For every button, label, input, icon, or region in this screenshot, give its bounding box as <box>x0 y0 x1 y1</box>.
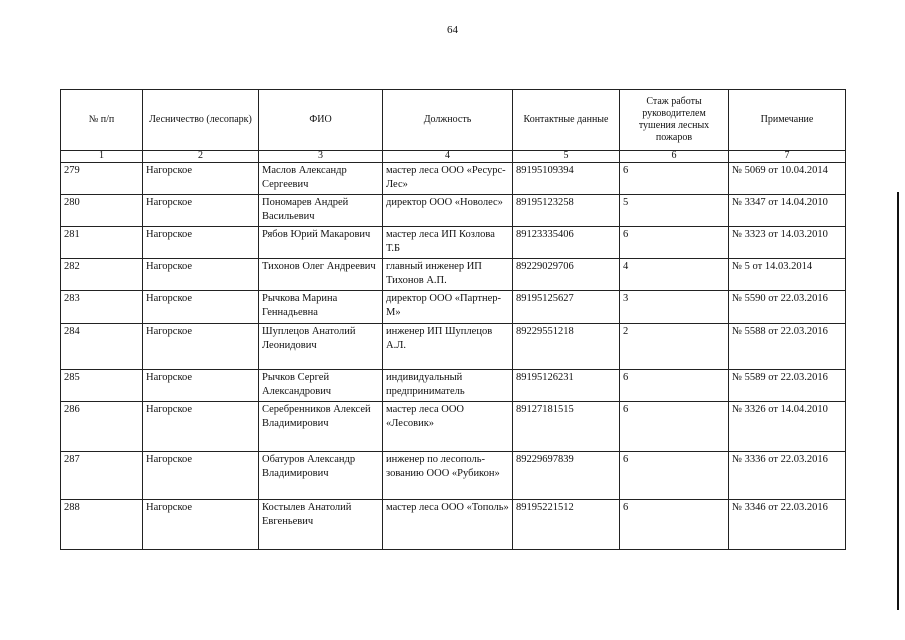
table-row <box>61 195 846 227</box>
row-number-cell: 280 <box>61 195 143 227</box>
column-header-contact: Контактные данные <box>513 90 620 151</box>
note-cell: № 3336 от 22.03.2016 <box>729 452 846 500</box>
row-number-cell: 283 <box>61 291 143 324</box>
position-cell: мастер леса ООО «Тополь» <box>383 500 513 550</box>
column-index: 7 <box>729 151 846 163</box>
experience-cell: 5 <box>620 195 729 227</box>
name-cell: Костылев Анатолий Евгеньевич <box>259 500 383 550</box>
row-number-cell: 287 <box>61 452 143 500</box>
position-cell: директор ООО «Новолес» <box>383 195 513 227</box>
contact-cell: 89229029706 <box>513 259 620 291</box>
forestry-cell: Нагорское <box>143 500 259 550</box>
contact-cell: 89229551218 <box>513 324 620 370</box>
name-cell: Рычков Сергей Александрович <box>259 370 383 402</box>
position-cell: индивидуальный предприниматель <box>383 370 513 402</box>
forestry-cell: Нагорское <box>143 402 259 452</box>
position-cell: инженер ИП Шуплецов А.Л. <box>383 324 513 370</box>
experience-cell: 6 <box>620 370 729 402</box>
note-cell: № 3326 от 14.04.2010 <box>729 402 846 452</box>
note-cell: № 5069 от 10.04.2014 <box>729 163 846 195</box>
column-header-forestry: Лесничество (лесопарк) <box>143 90 259 151</box>
experience-cell: 3 <box>620 291 729 324</box>
position-cell: главный инженер ИП Тихонов А.П. <box>383 259 513 291</box>
note-cell: № 5588 от 22.03.2016 <box>729 324 846 370</box>
row-number-cell: 285 <box>61 370 143 402</box>
table-row <box>61 324 846 370</box>
table-row <box>61 163 846 195</box>
page-number: 64 <box>447 24 458 36</box>
experience-cell: 6 <box>620 402 729 452</box>
row-number-cell: 282 <box>61 259 143 291</box>
note-cell: № 5590 от 22.03.2016 <box>729 291 846 324</box>
note-cell: № 3323 от 14.03.2010 <box>729 227 846 259</box>
scan-edge-line <box>897 192 899 610</box>
table-row <box>61 452 846 500</box>
name-cell: Маслов Александр Сергеевич <box>259 163 383 195</box>
forestry-cell: Нагорское <box>143 227 259 259</box>
position-cell: инженер по лесополь-зованию ООО «Рубикон» <box>383 452 513 500</box>
table-row <box>61 370 846 402</box>
table-row <box>61 500 846 550</box>
name-cell: Серебренников Алексей Владимирович <box>259 402 383 452</box>
name-cell: Рябов Юрий Макарович <box>259 227 383 259</box>
row-number-cell: 284 <box>61 324 143 370</box>
name-cell: Шуплецов Анатолий Леонидович <box>259 324 383 370</box>
name-cell: Обатуров Александр Владимирович <box>259 452 383 500</box>
column-index: 6 <box>620 151 729 163</box>
contact-cell: 89229697839 <box>513 452 620 500</box>
name-cell: Рычкова Марина Геннадьевна <box>259 291 383 324</box>
contact-cell: 89195125627 <box>513 291 620 324</box>
forestry-cell: Нагорское <box>143 195 259 227</box>
column-header-note: Примечание <box>729 90 846 151</box>
contact-cell: 89195126231 <box>513 370 620 402</box>
experience-cell: 6 <box>620 163 729 195</box>
note-cell: № 3346 от 22.03.2016 <box>729 500 846 550</box>
contact-cell: 89195109394 <box>513 163 620 195</box>
table-row <box>61 402 846 452</box>
forestry-cell: Нагорское <box>143 324 259 370</box>
experience-cell: 4 <box>620 259 729 291</box>
position-cell: мастер леса ООО «Ресурс-Лес» <box>383 163 513 195</box>
contact-cell: 89195221512 <box>513 500 620 550</box>
row-number-cell: 279 <box>61 163 143 195</box>
experience-cell: 2 <box>620 324 729 370</box>
column-header-experience: Стаж работы руководителем тушения лесных пожаров <box>620 90 729 151</box>
experience-cell: 6 <box>620 452 729 500</box>
table-row <box>61 259 846 291</box>
forestry-cell: Нагорское <box>143 452 259 500</box>
table-row <box>61 227 846 259</box>
row-number-cell: 281 <box>61 227 143 259</box>
contact-cell: 89195123258 <box>513 195 620 227</box>
experience-cell: 6 <box>620 227 729 259</box>
contact-cell: 89123335406 <box>513 227 620 259</box>
row-number-cell: 288 <box>61 500 143 550</box>
column-index: 5 <box>513 151 620 163</box>
position-cell: мастер леса ИП Козлова Т.Б <box>383 227 513 259</box>
position-cell: директор ООО «Партнер-М» <box>383 291 513 324</box>
column-index: 2 <box>143 151 259 163</box>
note-cell: № 3347 от 14.04.2010 <box>729 195 846 227</box>
column-header-number: № п/п <box>61 90 143 151</box>
fire-chiefs-table <box>60 89 846 550</box>
column-header-position: Должность <box>383 90 513 151</box>
forestry-cell: Нагорское <box>143 370 259 402</box>
position-cell: мастер леса ООО «Лесовик» <box>383 402 513 452</box>
note-cell: № 5589 от 22.03.2016 <box>729 370 846 402</box>
column-index: 4 <box>383 151 513 163</box>
column-index: 1 <box>61 151 143 163</box>
forestry-cell: Нагорское <box>143 291 259 324</box>
forestry-cell: Нагорское <box>143 259 259 291</box>
column-index: 3 <box>259 151 383 163</box>
note-cell: № 5 от 14.03.2014 <box>729 259 846 291</box>
table-header-row <box>61 90 846 151</box>
table-row <box>61 291 846 324</box>
column-index-row <box>61 151 846 163</box>
experience-cell: 6 <box>620 500 729 550</box>
contact-cell: 89127181515 <box>513 402 620 452</box>
name-cell: Тихонов Олег Андреевич <box>259 259 383 291</box>
row-number-cell: 286 <box>61 402 143 452</box>
name-cell: Пономарев Андрей Васильевич <box>259 195 383 227</box>
column-header-name: ФИО <box>259 90 383 151</box>
forestry-cell: Нагорское <box>143 163 259 195</box>
